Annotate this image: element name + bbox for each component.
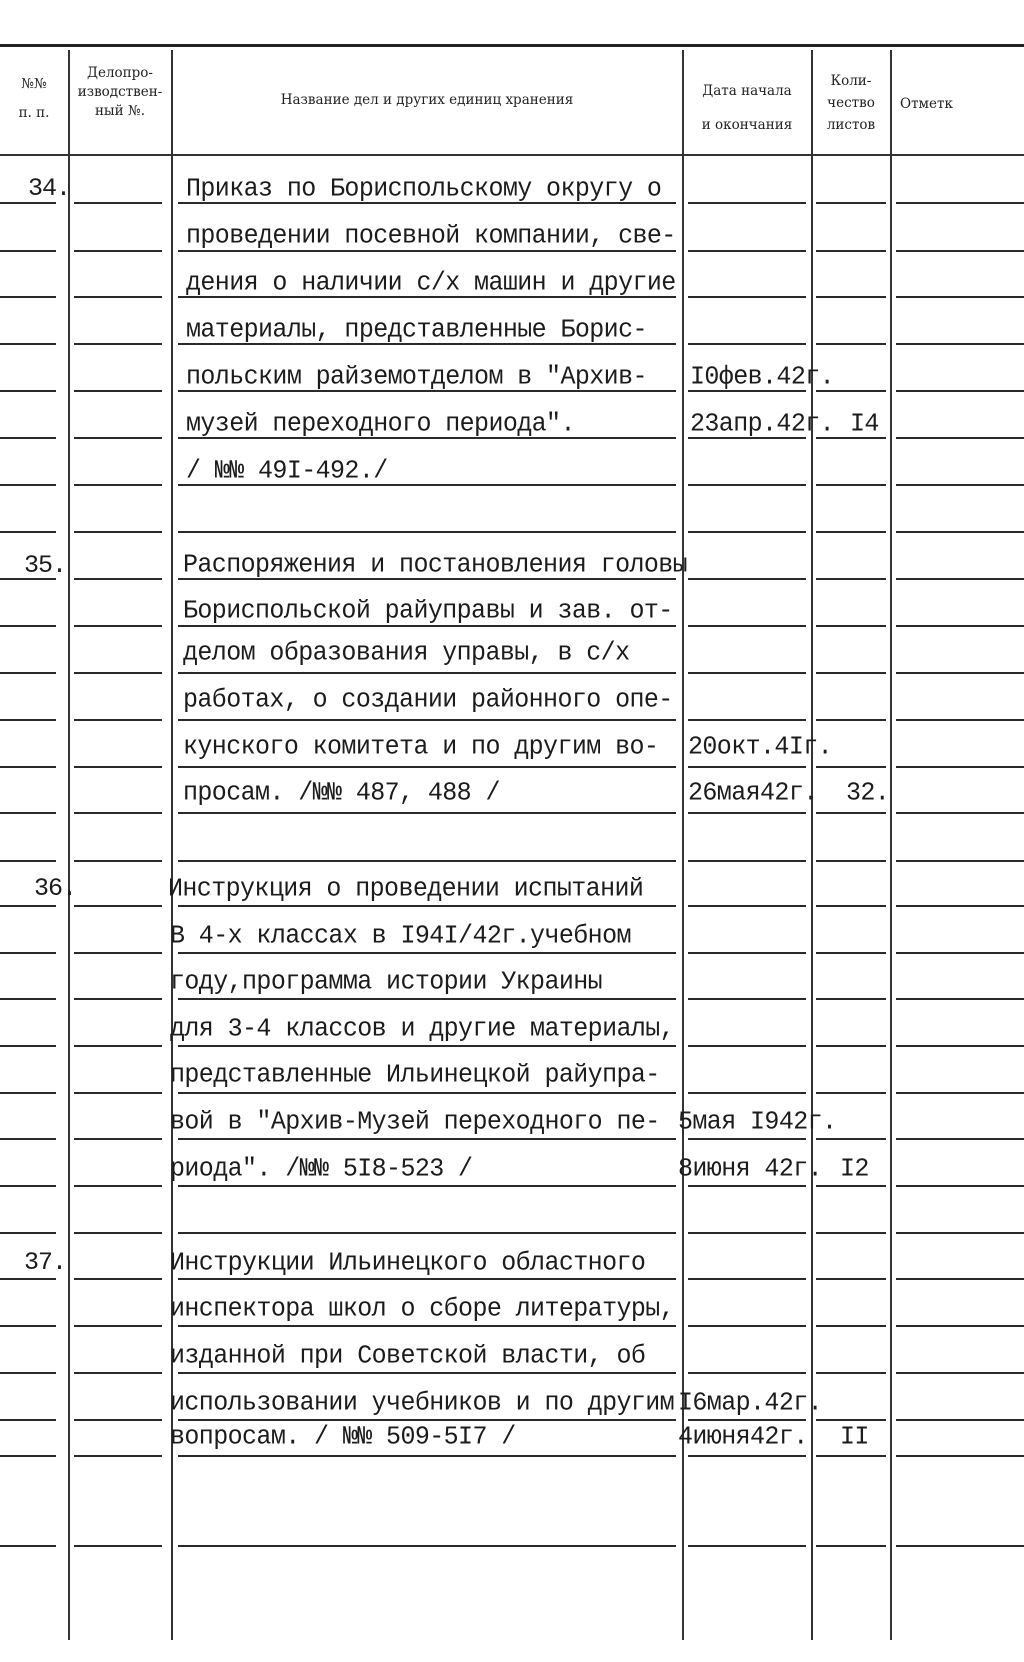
entry-title-line: кунского комитета и по другим во- <box>183 731 659 762</box>
ruled-line <box>688 1185 806 1187</box>
ruled-line <box>688 1372 806 1374</box>
ruled-line <box>896 1232 1024 1234</box>
ruled-line <box>688 766 806 768</box>
entry-sheet-count: I4 <box>850 408 879 439</box>
ruled-line <box>896 437 1024 439</box>
ruled-line <box>178 1419 676 1421</box>
ruled-line <box>0 343 56 345</box>
ruled-line <box>816 1419 886 1421</box>
header-dates <box>683 74 811 142</box>
header-bottom-border <box>0 154 1024 156</box>
ruled-line <box>896 719 1024 721</box>
header-office-num <box>70 64 170 121</box>
ruled-line <box>0 625 56 627</box>
ruled-line <box>0 812 56 814</box>
ruled-line <box>178 1232 676 1234</box>
ruled-line <box>0 719 56 721</box>
ruled-line <box>816 1372 886 1374</box>
header-office-line: ный №. <box>94 103 146 119</box>
ruled-line <box>896 952 1024 954</box>
ruled-line <box>0 672 56 674</box>
ruled-line <box>816 578 886 580</box>
ruled-line <box>688 1419 806 1421</box>
entry-title-line: вой в "Архив-Музей переходного пе- <box>170 1106 660 1137</box>
ruled-line <box>74 860 162 862</box>
entry-title-line: работах, о создании районного опе- <box>183 684 673 715</box>
entry-title-line: Инструкции Ильинецкого областного <box>170 1247 646 1278</box>
header-notes: Отметк <box>900 96 953 112</box>
ruled-line <box>816 766 886 768</box>
entry-title-line: Бориспольской райуправы и зав. от- <box>183 595 673 626</box>
ruled-line <box>816 860 886 862</box>
ruled-line <box>74 998 162 1000</box>
ruled-line <box>896 250 1024 252</box>
entry-date-start: I0фев.42г. <box>690 361 835 392</box>
ruled-line <box>0 905 56 907</box>
ruled-line <box>816 1278 886 1280</box>
ruled-line <box>816 296 886 298</box>
ruled-line <box>816 1325 886 1327</box>
entry-title-line: риода". /№№ 5I8-523 / <box>170 1153 473 1184</box>
ruled-line <box>0 860 56 862</box>
ruled-line <box>74 250 162 252</box>
ruled-line <box>688 998 806 1000</box>
header-dates-line: Дата начала <box>702 83 792 99</box>
ruled-line <box>178 860 676 862</box>
ruled-line <box>688 905 806 907</box>
entry-title-line: просам. /№№ 487, 488 / <box>183 777 500 808</box>
ruled-line <box>688 952 806 954</box>
ruled-line <box>0 766 56 768</box>
entry-title-line: использовании учебников и по другим <box>170 1387 675 1418</box>
ruled-line <box>816 1232 886 1234</box>
ruled-line <box>896 1419 1024 1421</box>
ruled-line <box>74 578 162 580</box>
ruled-line <box>178 1455 676 1457</box>
ruled-line <box>816 1092 886 1094</box>
ruled-line <box>178 1325 676 1327</box>
header-office-line: изводствен- <box>77 84 163 100</box>
ruled-line <box>688 343 806 345</box>
ruled-line <box>178 531 676 533</box>
entry-date-start: 20окт.4Iг. <box>688 731 833 762</box>
entry-sheet-count: II <box>840 1421 869 1452</box>
header-count-line: Коли- <box>830 73 872 89</box>
ruled-line <box>0 390 56 392</box>
ruled-line <box>74 296 162 298</box>
ruled-line <box>178 1092 676 1094</box>
ruled-line <box>688 578 806 580</box>
ruled-line <box>178 1545 676 1547</box>
entry-sheet-count: 32. <box>846 777 890 808</box>
entry-number: 35. <box>24 551 67 580</box>
ruled-line <box>74 1138 162 1140</box>
ruled-line <box>896 1138 1024 1140</box>
ruled-line <box>688 625 806 627</box>
ruled-line <box>74 672 162 674</box>
ruled-line <box>816 719 886 721</box>
ruled-line <box>896 1455 1024 1457</box>
ruled-line <box>896 296 1024 298</box>
entry-date-end: 23апр.42г. <box>690 408 835 439</box>
ruled-line <box>896 1185 1024 1187</box>
column-divider <box>890 50 892 1640</box>
entry-date-start: 5мая I942г. <box>678 1106 837 1137</box>
header-num-line: №№ <box>21 76 47 92</box>
header-title: Название дел и других единиц хранения <box>280 92 574 108</box>
ruled-line <box>816 905 886 907</box>
ruled-line <box>896 1092 1024 1094</box>
header-num-line: п. п. <box>18 105 50 121</box>
entry-number: 34. <box>28 174 71 203</box>
ruled-line <box>688 250 806 252</box>
ruled-line <box>688 484 806 486</box>
ruled-line <box>0 998 56 1000</box>
ruled-line <box>74 1185 162 1187</box>
ruled-line <box>74 905 162 907</box>
ruled-line <box>74 625 162 627</box>
ruled-line <box>688 1545 806 1547</box>
ruled-line <box>816 202 886 204</box>
ruled-line <box>688 1045 806 1047</box>
entry-title-line: / №№ 49I-492./ <box>186 455 388 486</box>
entry-title-line: для 3-4 классов и другие материалы, <box>170 1013 675 1044</box>
ruled-line <box>74 1419 162 1421</box>
ruled-line <box>896 672 1024 674</box>
ruled-line <box>0 484 56 486</box>
ruled-line <box>816 1545 886 1547</box>
ruled-line <box>688 672 806 674</box>
header-count <box>812 70 890 136</box>
ruled-line <box>74 484 162 486</box>
ruled-line <box>0 1372 56 1374</box>
ruled-line <box>688 860 806 862</box>
entry-title-line: В 4-х классах в I94I/42г.учебном <box>170 920 631 951</box>
entry-title-line: инспектора школ о сборе литературы, <box>170 1293 675 1324</box>
entry-title-line: музей переходного периода". <box>186 408 575 439</box>
entry-title-line: Приказ по Бориспольскому округу о <box>186 173 662 204</box>
header-count-line: чество <box>827 95 875 111</box>
ruled-line <box>816 1455 886 1457</box>
ruled-line <box>0 531 56 533</box>
entry-title-line: дения о наличии с/х машин и другие <box>186 267 676 298</box>
ruled-line <box>0 1092 56 1094</box>
entry-title-line: Инструкция о проведении испытаний <box>168 873 644 904</box>
ruled-line <box>896 766 1024 768</box>
ruled-line <box>816 812 886 814</box>
ruled-line <box>896 484 1024 486</box>
ruled-line <box>816 1185 886 1187</box>
ruled-line <box>896 812 1024 814</box>
ruled-line <box>0 1325 56 1327</box>
ruled-line <box>178 1138 676 1140</box>
entry-title-line: материалы, представленные Борис- <box>186 314 647 345</box>
ruled-line <box>0 250 56 252</box>
entry-number: 37. <box>24 1248 67 1277</box>
ruled-line <box>816 1045 886 1047</box>
ruled-line <box>0 1185 56 1187</box>
ruled-line <box>0 296 56 298</box>
ruled-line <box>0 1419 56 1421</box>
ruled-line <box>0 1545 56 1547</box>
ruled-line <box>816 952 886 954</box>
entry-title-line: проведении посевной компании, све- <box>186 220 676 251</box>
ruled-line <box>74 719 162 721</box>
ruled-line <box>896 531 1024 533</box>
ruled-line <box>74 437 162 439</box>
ruled-line <box>178 719 676 721</box>
ruled-line <box>896 998 1024 1000</box>
header-count-line: листов <box>826 117 876 133</box>
ruled-line <box>816 484 886 486</box>
ruled-line <box>178 766 676 768</box>
ruled-line <box>688 719 806 721</box>
entry-title-line: представленные Ильинецкой райупра- <box>170 1059 660 1090</box>
ruled-line <box>896 1372 1024 1374</box>
ruled-line <box>178 1372 676 1374</box>
ruled-line <box>688 296 806 298</box>
ruled-line <box>0 1455 56 1457</box>
ruled-line <box>178 905 676 907</box>
ruled-line <box>74 1545 162 1547</box>
ruled-line <box>688 1278 806 1280</box>
entry-title-line: Распоряжения и постановления головы <box>183 549 688 580</box>
ruled-line <box>74 1372 162 1374</box>
entry-title-line: изданной при Советской власти, об <box>170 1340 646 1371</box>
ruled-line <box>688 1232 806 1234</box>
ruled-line <box>74 390 162 392</box>
ruled-line <box>896 1278 1024 1280</box>
ruled-line <box>816 998 886 1000</box>
entry-date-end: 4июня42г. <box>678 1421 808 1452</box>
ruled-line <box>0 1232 56 1234</box>
ruled-line <box>816 625 886 627</box>
ruled-line <box>688 531 806 533</box>
ruled-line <box>0 1045 56 1047</box>
ruled-line <box>896 625 1024 627</box>
column-divider <box>68 50 70 1640</box>
ruled-line <box>896 343 1024 345</box>
ruled-line <box>178 1185 676 1187</box>
ruled-line <box>74 812 162 814</box>
entry-date-end: 26мая42г. <box>688 777 818 808</box>
ruled-line <box>816 672 886 674</box>
ruled-line <box>0 1138 56 1140</box>
entry-title-line: делом образования управы, в с/х <box>183 637 630 668</box>
ruled-line <box>178 1278 676 1280</box>
ruled-line <box>896 578 1024 580</box>
ruled-line <box>178 1045 676 1047</box>
ruled-line <box>816 531 886 533</box>
header-dates-line: и окончания <box>701 117 793 133</box>
ruled-line <box>896 390 1024 392</box>
ruled-line <box>74 1232 162 1234</box>
ruled-line <box>896 905 1024 907</box>
ruled-line <box>816 1138 886 1140</box>
entry-title-line: польским райземотделом в "Архив- <box>186 361 647 392</box>
ruled-line <box>74 531 162 533</box>
ruled-line <box>688 812 806 814</box>
ruled-line <box>896 860 1024 862</box>
entry-number: 36. <box>34 874 77 903</box>
ruled-line <box>178 998 676 1000</box>
ruled-line <box>74 1455 162 1457</box>
ruled-line <box>688 1092 806 1094</box>
ruled-line <box>688 202 806 204</box>
table-top-border <box>0 44 1024 47</box>
ruled-line <box>688 1325 806 1327</box>
entry-date-end: 8июня 42г. <box>678 1153 823 1184</box>
ruled-line <box>0 952 56 954</box>
ruled-line <box>178 672 676 674</box>
ruled-line <box>896 1325 1024 1327</box>
ruled-line <box>0 1278 56 1280</box>
ruled-line <box>816 343 886 345</box>
ruled-line <box>74 1045 162 1047</box>
ruled-line <box>74 202 162 204</box>
ruled-line <box>74 1278 162 1280</box>
ruled-line <box>74 1092 162 1094</box>
entry-title-line: вопросам. / №№ 509-5I7 / <box>170 1421 516 1452</box>
ruled-line <box>74 343 162 345</box>
ruled-line <box>688 1455 806 1457</box>
ruled-line <box>896 202 1024 204</box>
ruled-line <box>896 1545 1024 1547</box>
header-office-line: Делопро- <box>87 65 153 81</box>
ruled-line <box>0 437 56 439</box>
ruled-line <box>74 952 162 954</box>
header-num <box>0 74 68 124</box>
entry-sheet-count: I2 <box>840 1153 869 1184</box>
ruled-line <box>74 1325 162 1327</box>
ruled-line <box>178 952 676 954</box>
ruled-line <box>816 250 886 252</box>
entry-title-line: году,программа истории Украины <box>170 966 603 997</box>
ruled-line <box>896 1045 1024 1047</box>
entry-date-start: I6мар.42г. <box>678 1387 823 1418</box>
ruled-line <box>178 812 676 814</box>
ruled-line <box>688 1138 806 1140</box>
ruled-line <box>74 766 162 768</box>
